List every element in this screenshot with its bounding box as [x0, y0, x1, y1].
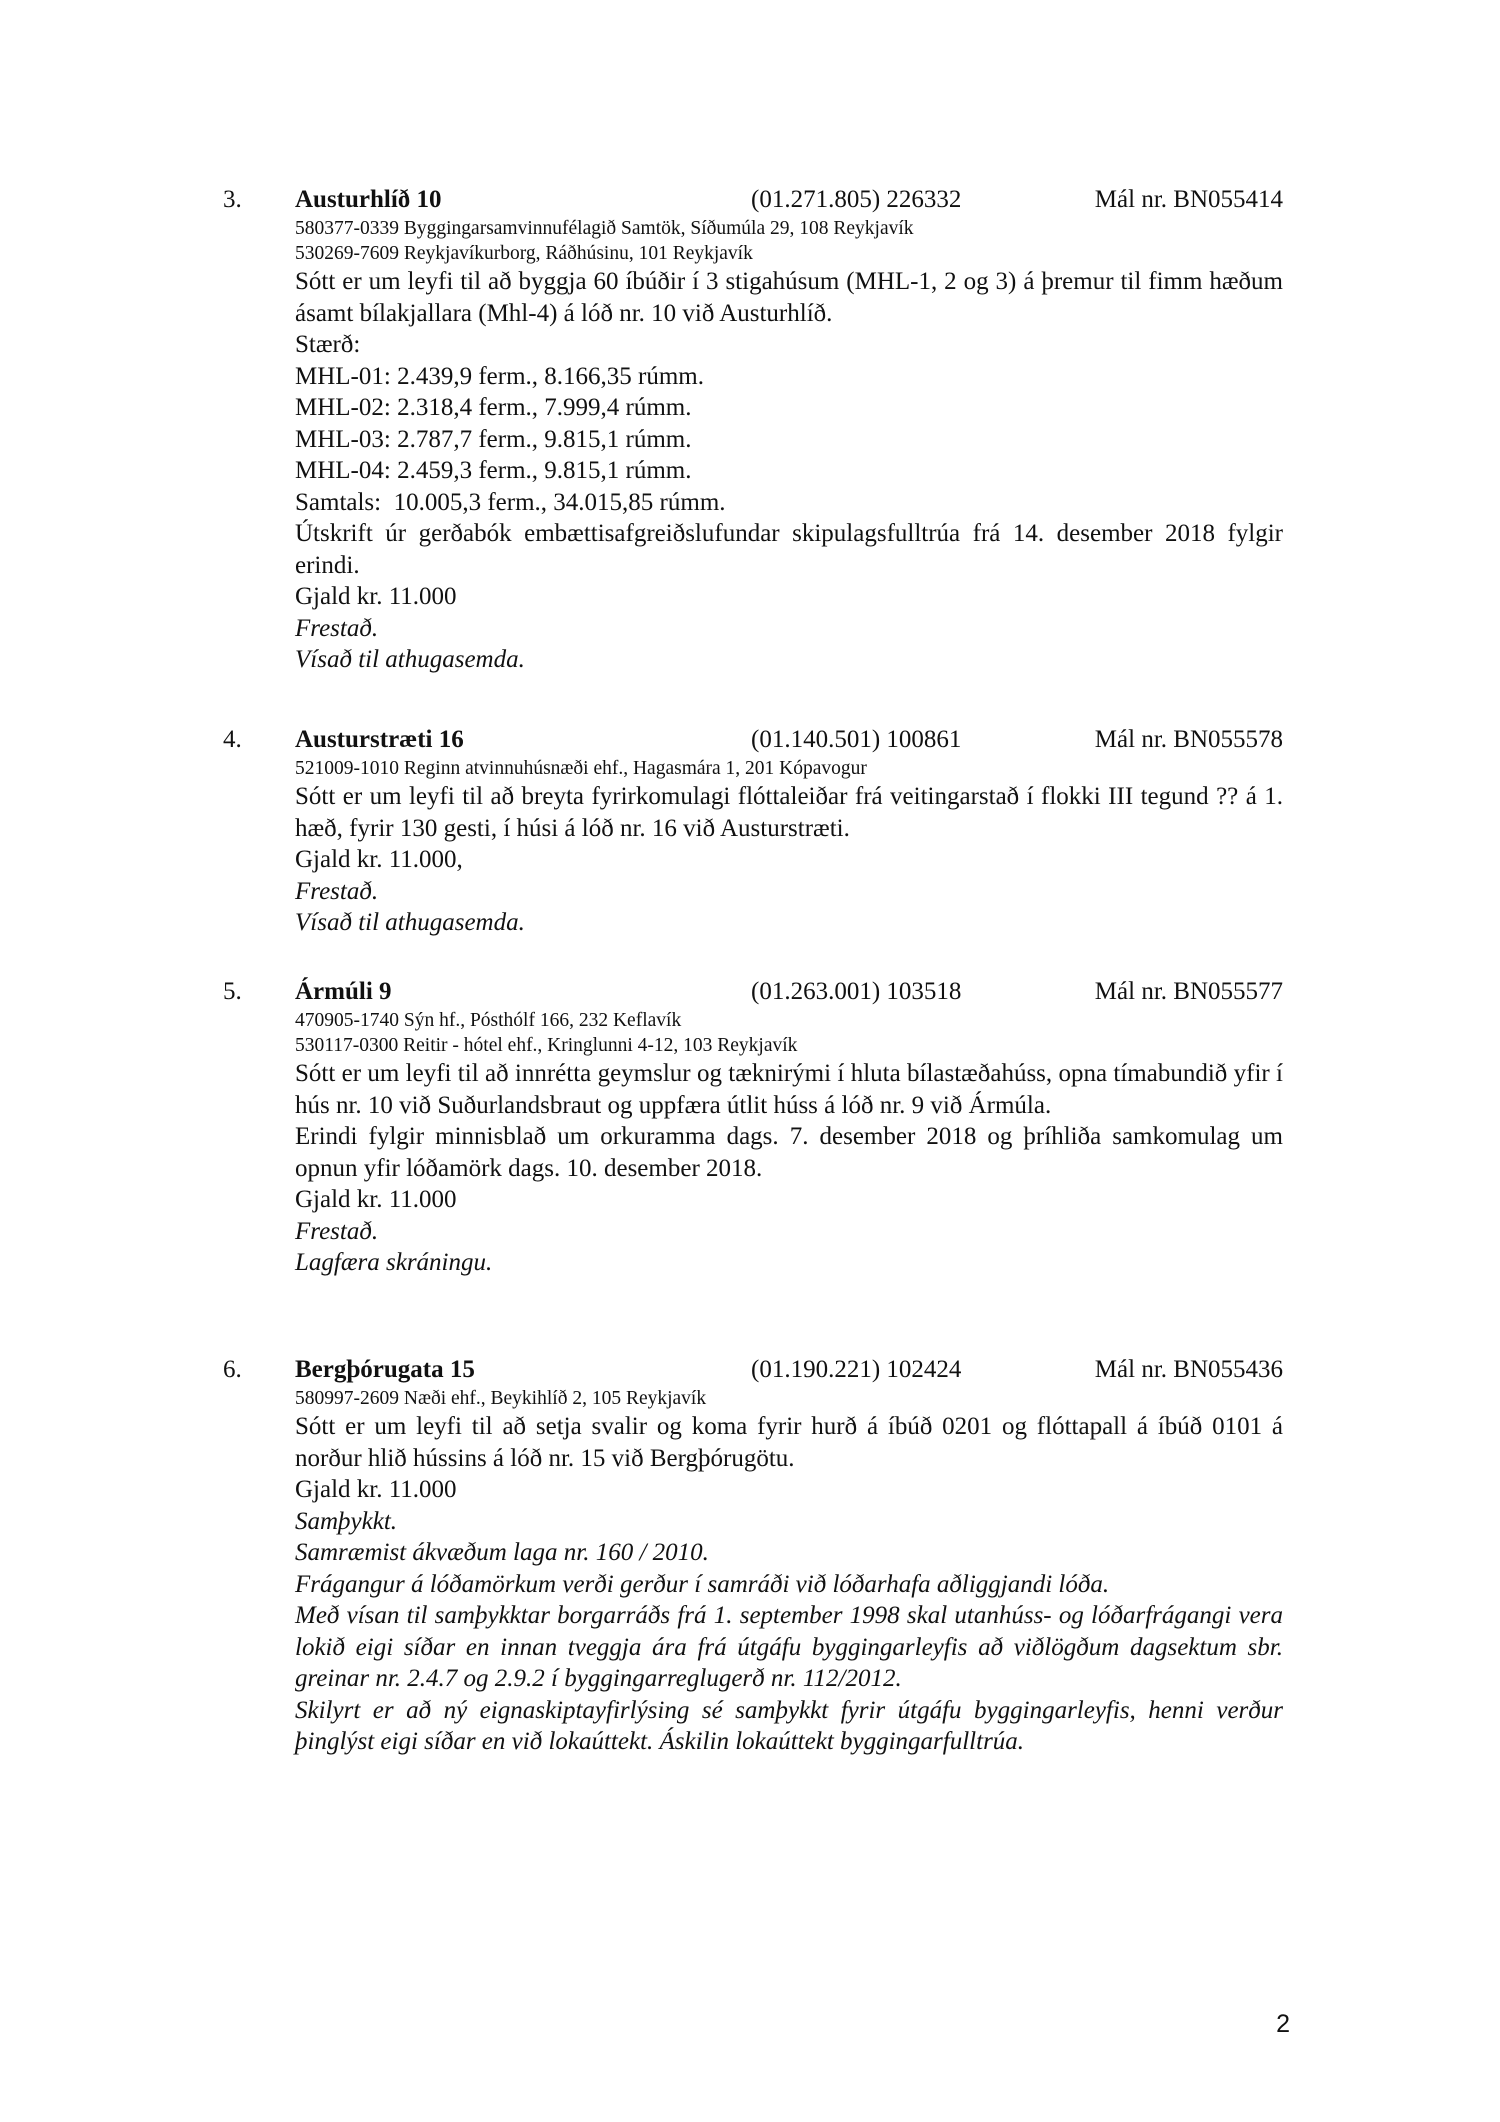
decision-line: Vísað til athugasemda.	[295, 646, 525, 673]
land-id: (01.271.805) 226332	[751, 186, 962, 213]
fee: Gjald kr. 11.000	[295, 1186, 457, 1213]
case-entry	[223, 976, 1283, 1279]
case-header	[223, 184, 1283, 216]
decision-line: Frestað.	[295, 877, 379, 905]
case-description: Sótt er um leyfi til að setja svalir og koma fyrir hurð á íbúð 0201 og flóttapall á íbúð 0101 á norður hlið hússins á lóð nr. 15 við Bergþórugötu.	[295, 1413, 1283, 1472]
decision-line: Samþykkt.	[295, 1507, 398, 1535]
case-number: 5.	[223, 978, 242, 1005]
case-body	[295, 1386, 1283, 1758]
case-note: Erindi fylgir minnisblað um orkuramma dags. 7. desember 2018 og þríhliða samkomulag um opnun yfir lóðamörk dags. 10. desember 2018.	[295, 1123, 1283, 1182]
case-header	[223, 976, 1283, 1008]
decision-line: Vísað til athugasemda.	[295, 909, 525, 936]
case-no: Mál nr. BN055414	[1094, 186, 1283, 213]
fee: Gjald kr. 11.000	[295, 1476, 457, 1503]
fee: Gjald kr. 11.000,	[295, 846, 463, 873]
land-id: (01.190.221) 102424	[751, 1356, 962, 1383]
case-note: Útskrift úr gerðabók embættisafgreiðslufundar skipulagsfulltrúa frá 14. desember 2018 fylgir erindi.	[295, 520, 1283, 579]
case-body	[295, 1008, 1283, 1279]
applicant: 580997-2609 Næði ehf., Beykihlíð 2, 105 Reykjavík	[295, 1388, 707, 1409]
applicant: 580377-0339 Byggingarsamvinnufélagið Samtök, Síðumúla 29, 108 Reykjavík	[295, 218, 914, 239]
case-address: Ármúli 9	[295, 978, 392, 1005]
case-address: Austurhlíð 10	[295, 186, 442, 213]
case-description: Sótt er um leyfi til að innrétta geymslur og tæknirými í hluta bílastæðahúss, opna tímabundið yfir í hús nr. 10 við Suðurlandsbraut og uppfæra útlit húss á lóð nr. 9 við Ármúla.	[295, 1060, 1283, 1119]
case-no: Mál nr. BN055436	[1094, 1356, 1283, 1383]
case-description: Sótt er um leyfi til að breyta fyrirkomulagi flóttaleiðar frá veitingarstað í flokki III tegund ?? á 1. hæð, fyrir 130 gesti, í húsi á lóð nr. 16 við Austurstræti.	[295, 783, 1283, 842]
case-address: Austurstræti 16	[295, 726, 464, 753]
applicant: 470905-1740 Sýn hf., Pósthólf 166, 232 Keflavík	[295, 1010, 682, 1031]
decision-line: Frestað.	[295, 1217, 379, 1245]
case-entry	[223, 724, 1283, 939]
case-number: 3.	[223, 186, 242, 213]
page-number: 2	[1276, 2010, 1290, 2038]
case-address: Bergþórugata 15	[295, 1356, 475, 1383]
case-number: 4.	[223, 726, 242, 753]
case-entry	[223, 184, 1283, 676]
decision-line: Skilyrt er að ný eignaskiptayfirlýsing sé samþykkt fyrir útgáfu byggingarleyfis, henni verður þinglýst eigi síðar en við lokaúttekt. Áskilin lokaúttekt byggingarfulltrúa.	[295, 1696, 1283, 1755]
decision-line: Frestað.	[295, 614, 379, 642]
land-id: (01.263.001) 103518	[751, 978, 962, 1005]
size-line: MHL-02: 2.318,4 ferm., 7.999,4 rúmm.	[295, 394, 692, 421]
case-no: Mál nr. BN055578	[1094, 726, 1283, 753]
case-body	[295, 216, 1283, 676]
case-description: Sótt er um leyfi til að byggja 60 íbúðir í 3 stigahúsum (MHL-1, 2 og 3) á þremur til fimm hæðum ásamt bílakjallara (Mhl-4) á lóð nr. 10 við Austurhlíð.	[295, 268, 1283, 327]
land-id: (01.140.501) 100861	[751, 726, 962, 753]
size-total: Samtals: 10.005,3 ferm., 34.015,85 rúmm.	[295, 488, 726, 516]
decision-line: Samræmist ákvæðum laga nr. 160 / 2010.	[295, 1539, 709, 1566]
size-line: MHL-04: 2.459,3 ferm., 9.815,1 rúmm.	[295, 457, 692, 484]
applicant: 530269-7609 Reykjavíkurborg, Ráðhúsinu, 101 Reykjavík	[295, 243, 753, 264]
case-number: 6.	[223, 1356, 242, 1383]
case-header	[223, 1354, 1283, 1386]
applicant: 521009-1010 Reginn atvinnuhúsnæði ehf., Hagasmára 1, 201 Kópavogur	[295, 758, 867, 779]
size-line: MHL-03: 2.787,7 ferm., 9.815,1 rúmm.	[295, 425, 692, 453]
size-label: Stærð:	[295, 331, 361, 358]
decision-line: Lagfæra skráningu.	[295, 1249, 493, 1276]
size-line: MHL-01: 2.439,9 ferm., 8.166,35 rúmm.	[295, 362, 704, 390]
applicant: 530117-0300 Reitir - hótel ehf., Kringlunni 4-12, 103 Reykjavík	[295, 1035, 798, 1056]
case-body	[295, 756, 1283, 939]
decision-line: Með vísan til samþykktar borgarráðs frá 1. september 1998 skal utanhúss- og lóðarfrágangi vera lokið eigi síðar en innan tveggja ára frá útgáfu byggingarleyfis að viðlögðum dagsektum sbr. greinar nr. 2.4.7 og 2.9.2 í byggingarreglugerð nr. 112/2012.	[295, 1602, 1283, 1692]
case-no: Mál nr. BN055577	[1094, 978, 1283, 1005]
fee: Gjald kr. 11.000	[295, 583, 457, 610]
case-header	[223, 724, 1283, 756]
decision-line: Frágangur á lóðamörkum verði gerður í samráði við lóðarhafa aðliggjandi lóða.	[295, 1570, 1110, 1598]
case-entry	[223, 1354, 1283, 1758]
